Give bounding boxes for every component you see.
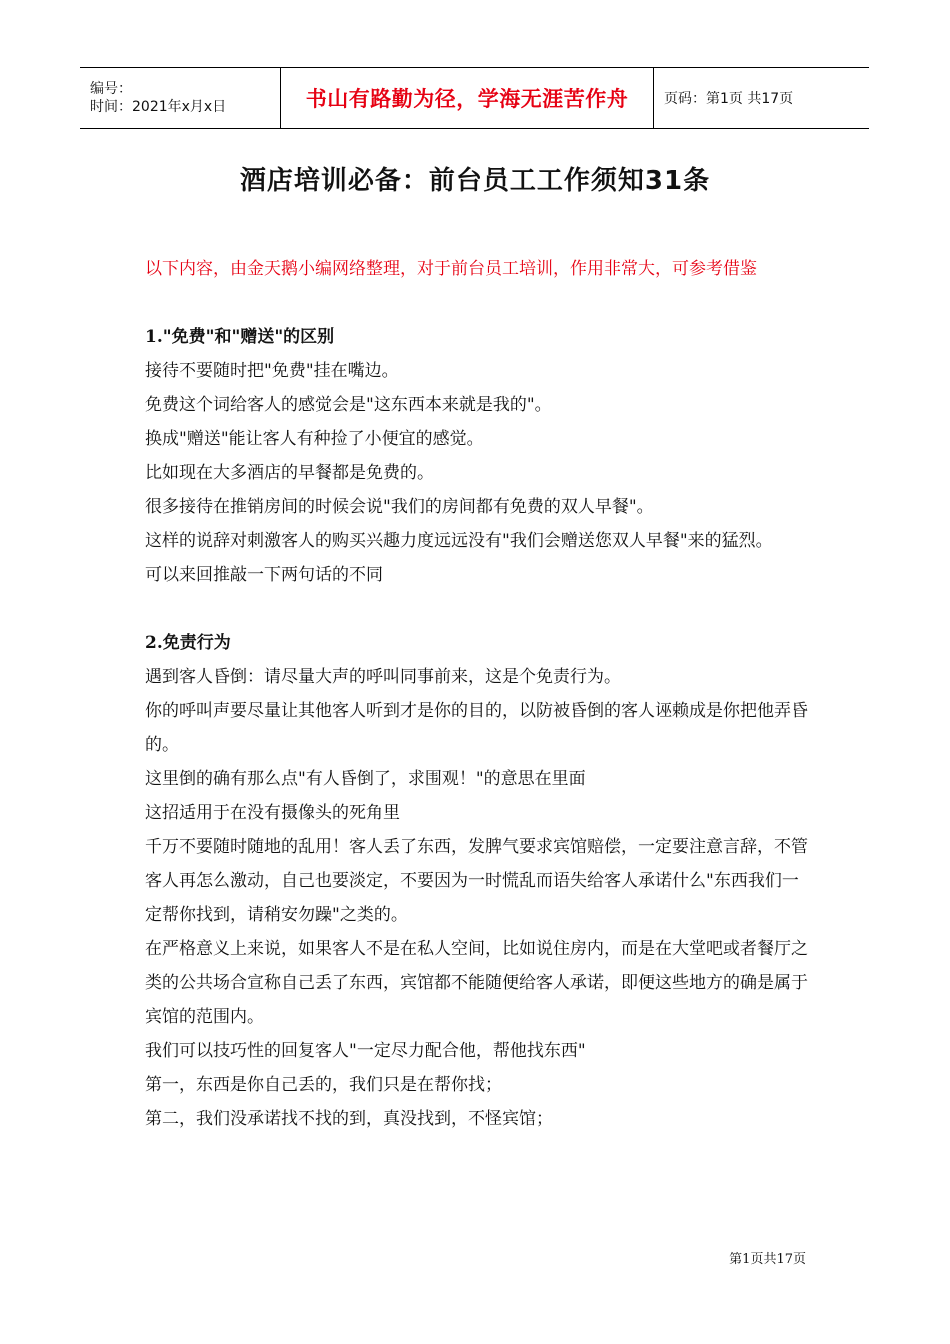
paragraph-line: 免费这个词给客人的感觉会是"这东西本来就是我的"。 — [145, 395, 552, 415]
section-title: 2.免责行为 — [145, 633, 231, 653]
document-title: 酒店培训必备：前台员工工作须知31条 — [239, 166, 711, 196]
paragraph-line: 你的呼叫声要尽量让其他客人听到才是你的目的，以防被昏倒的客人诬赖成是你把他弄昏的。 — [145, 701, 808, 755]
paragraph-line: 遇到客人昏倒：请尽量大声的呼叫同事前来，这是个免责行为。 — [145, 667, 621, 687]
header-page-cell — [654, 68, 869, 128]
document-body — [145, 320, 810, 1136]
paragraph-line: 这里倒的确有那么点"有人昏倒了，求围观！"的意思在里面 — [145, 769, 586, 789]
paragraph-line: 第一，东西是你自己丢的，我们只是在帮你找； — [145, 1075, 502, 1095]
document-number-label: 编号： — [90, 81, 132, 97]
paragraph-line: 这招适用于在没有摄像头的死角里 — [145, 803, 400, 823]
paragraph-line: 千万不要随时随地的乱用！客人丢了东西，发脾气要求宾馆赔偿，一定要注意言辞，不管客人再怎么激动，自己也要淡定，不要因为一时慌乱而语失给客人承诺什么"东西我们一定帮你找到，请稍安勿躁"之类的。 — [145, 837, 808, 925]
document-header — [80, 67, 869, 129]
header-motto-cell — [281, 68, 654, 128]
header-motto: 书山有路勤为径，学海无涯苦作舟 — [305, 87, 629, 111]
paragraph-line: 在严格意义上来说，如果客人不是在私人空间，比如说住房内，而是在大堂吧或者餐厅之类的公共场合宣称自己丢了东西，宾馆都不能随便给客人承诺，即便这些地方的确是属于宾馆的范围内。 — [145, 939, 808, 1027]
paragraph-line: 第二，我们没承诺找不找的到，真没找到，不怪宾馆； — [145, 1109, 553, 1129]
paragraph-line: 接待不要随时把"免费"挂在嘴边。 — [145, 361, 399, 381]
paragraph-line: 我们可以技巧性的回复客人"一定尽力配合他，帮他找东西" — [145, 1041, 586, 1061]
section-title: 1."免费"和"赠送"的区别 — [145, 327, 335, 347]
footer-page-number: 第1页共17页 — [729, 1252, 806, 1267]
header-meta — [80, 68, 281, 128]
paragraph-line: 比如现在大多酒店的早餐都是免费的。 — [145, 463, 434, 483]
header-page-number: 页码：第1页 共17页 — [664, 91, 794, 107]
paragraph-line: 可以来回推敲一下两句话的不同 — [145, 565, 383, 585]
document-intro: 以下内容，由金天鹅小编网络整理，对于前台员工培训，作用非常大，可参考借鉴 — [145, 259, 757, 279]
document-time-label: 时间：2021年x月x日 — [90, 99, 227, 115]
paragraph-line: 换成"赠送"能让客人有种捡了小便宜的感觉。 — [145, 429, 484, 449]
paragraph-line: 很多接待在推销房间的时候会说"我们的房间都有免费的双人早餐"。 — [145, 497, 654, 517]
paragraph-line: 这样的说辞对刺激客人的购买兴趣力度远远没有"我们会赠送您双人早餐"来的猛烈。 — [145, 531, 773, 551]
section-spacer — [145, 592, 810, 626]
